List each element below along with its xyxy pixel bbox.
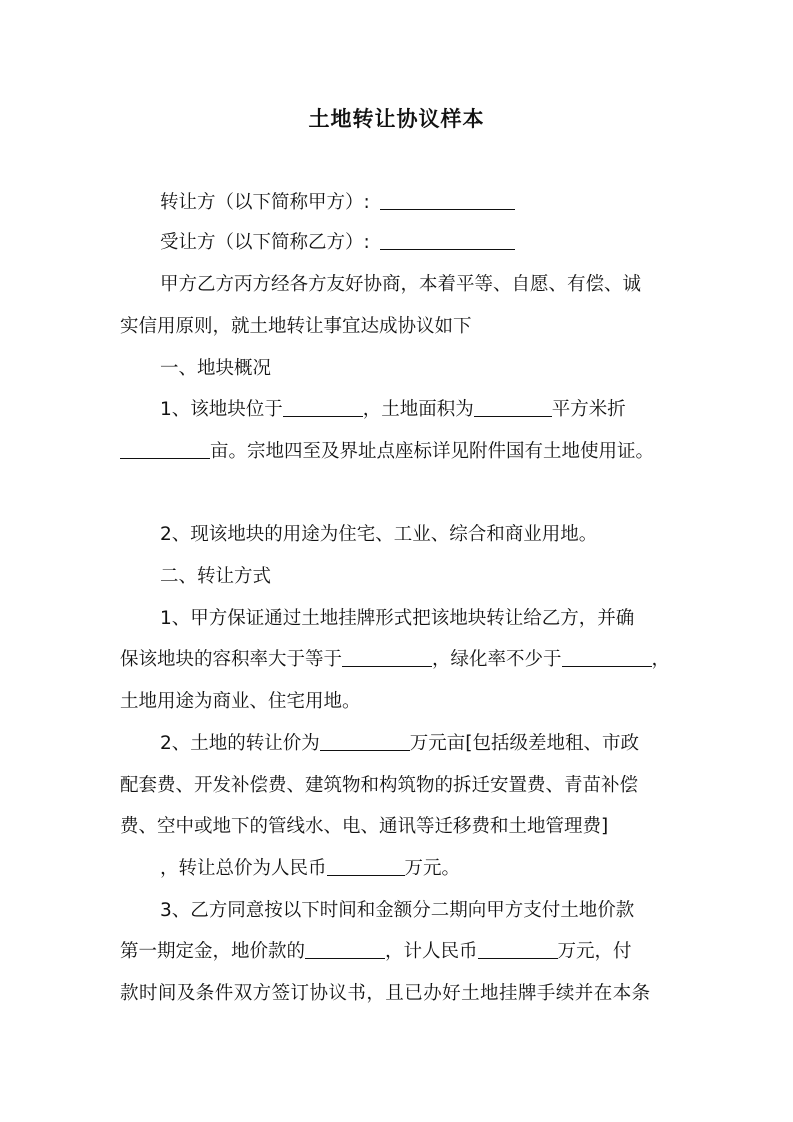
paragraph-line: 甲方乙方丙方经各方友好协商，本着平等、自愿、有偿、诚: [160, 274, 642, 295]
text-segment: 2、土地的转让价为: [160, 733, 320, 754]
paragraph-line: [160, 229, 515, 257]
text-segment: ，绿化率不少于: [432, 649, 562, 670]
mu-blank: [120, 438, 210, 459]
paragraph-line: [160, 189, 515, 217]
text-segment: 万元，付: [557, 941, 632, 962]
text-segment: 第一期定金，地价款的: [120, 941, 306, 962]
text-segment: ，转让总价为人民币: [160, 858, 327, 879]
deposit-amount-blank: [478, 938, 558, 959]
paragraph-line: [160, 396, 626, 424]
paragraph-line: [120, 646, 670, 674]
paragraph-line: 实信用原则，就土地转让事宜达成协议如下: [120, 316, 472, 337]
document-title: 土地转让协议样本: [308, 107, 485, 131]
area-blank: [474, 396, 552, 417]
text-segment: 万元。: [404, 858, 461, 879]
text-segment: ，计人民币: [385, 941, 478, 962]
transferor-label: 转让方（以下简称甲方）:: [160, 192, 370, 213]
paragraph-line: [120, 438, 654, 466]
text-segment: ，: [651, 649, 671, 670]
transferee-blank: [380, 229, 515, 250]
paragraph-line: [160, 730, 639, 758]
paragraph-line: 土地用途为商业、住宅用地。: [120, 691, 361, 712]
text-segment: 1、该地块位于: [160, 399, 283, 420]
paragraph-line: 1、甲方保证通过土地挂牌形式把该地块转让给乙方，并确: [160, 608, 635, 629]
paragraph-line: [160, 855, 460, 883]
paragraph-line: [120, 938, 632, 966]
text-segment: 亩。宗地四至及界址点座标详见附件国有土地使用证。: [210, 441, 655, 462]
paragraph-line: 配套费、开发补偿费、建筑物和构筑物的拆迁安置费、青苗补偿: [120, 775, 639, 796]
location-blank: [283, 396, 363, 417]
plot-ratio-blank: [342, 646, 432, 667]
paragraph-line: 2、现该地块的用途为住宅、工业、综合和商业用地。: [160, 524, 598, 545]
section-heading: 二、转让方式: [160, 566, 272, 587]
paragraph-line: 费、空中或地下的管线水、电、通讯等迁移费和土地管理费]: [120, 816, 609, 837]
paragraph-line: 3、乙方同意按以下时间和金额分二期向甲方支付土地价款: [160, 900, 635, 921]
text-segment: ，土地面积为: [362, 399, 474, 420]
transferor-blank: [380, 189, 515, 210]
section-heading: 一、地块概况: [160, 358, 272, 379]
text-segment: 保该地块的容积率大于等于: [120, 649, 343, 670]
transferee-label: 受让方（以下简称乙方）:: [160, 232, 370, 253]
deposit-percent-blank: [305, 938, 385, 959]
price-per-mu-blank: [320, 730, 410, 751]
total-price-blank: [327, 855, 405, 876]
text-segment: 万元亩[包括级差地租、市政: [409, 733, 639, 754]
text-segment: 平方米折: [551, 399, 626, 420]
paragraph-line: 款时间及条件双方签订协议书，且已办好土地挂牌手续并在本条: [120, 983, 651, 1004]
green-ratio-blank: [562, 646, 652, 667]
